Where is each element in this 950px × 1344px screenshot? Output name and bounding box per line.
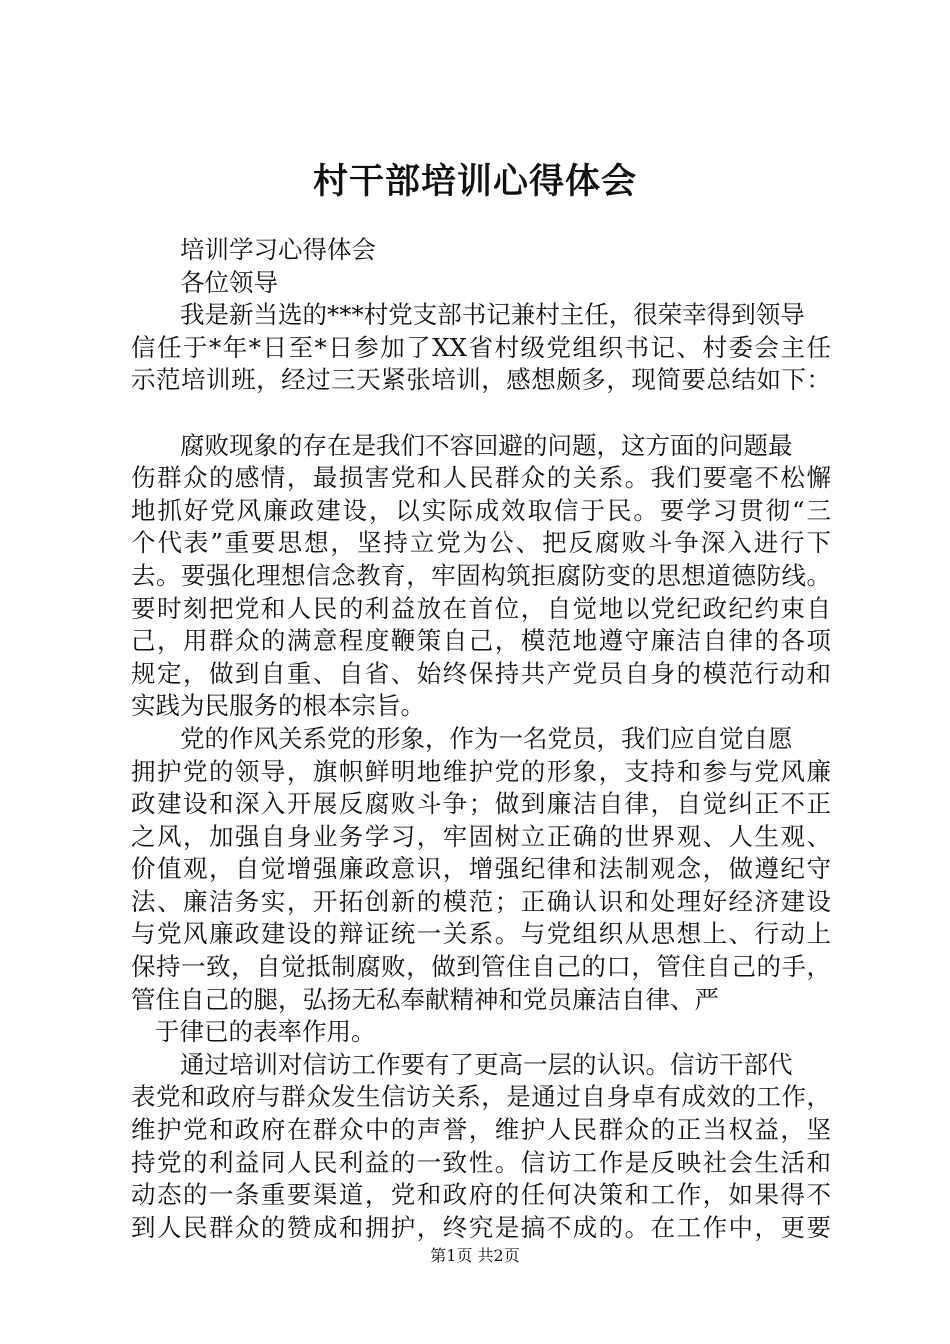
paragraph-line: 示范培训班，经过三天紧张培训，感想颇多，现简要总结如下： [131, 365, 831, 395]
paragraph-line: 要时刻把党和人民的利益放在首位，自觉地以党纪政纪约束自 [131, 593, 831, 623]
paragraph-line: 管住自己的腿，弘扬无私奉献精神和党员廉洁自律、严 [131, 984, 719, 1014]
paragraph-line: 政建设和深入开展反腐败斗争；做到廉洁自律，自觉纠正不正 [131, 789, 831, 819]
paragraph-line: 价值观，自觉增强廉政意识，增强纪律和法制观念，做遵纪守 [131, 854, 831, 884]
document-title: 村干部培训心得体会 [312, 161, 637, 202]
paragraph-line: 于律已的表率作用。 [155, 1017, 376, 1047]
paragraph-line: 之风，加强自身业务学习，牢固树立正确的世界观、人生观、 [131, 821, 831, 851]
paragraph-line: 去。要强化理想信念教育，牢固构筑拒腐防变的思想道德防线。 [131, 560, 831, 590]
paragraph-line: 维护党和政府在群众中的声誉，维护人民群众的正当权益，坚 [131, 1115, 831, 1145]
paragraph-line: 党的作风关系党的形象，作为一名党员，我们应自觉自愿 [180, 723, 793, 753]
paragraph-line: 保持一致，自觉抵制腐败，做到管住自己的口，管住自己的手， [131, 952, 831, 982]
salutation-line: 各位领导 [180, 267, 278, 297]
paragraph-line: 到人民群众的赞成和拥护，终究是搞不成的。在工作中，更要 [131, 1212, 831, 1242]
paragraph-line: 表党和政府与群众发生信访关系，是通过自身卓有成效的工作， [131, 1082, 831, 1112]
paragraph-line: 个代表”重要思想，坚持立党为公、把反腐败斗争深入进行下 [131, 528, 831, 558]
paragraph-line: 与党风廉政建设的辩证统一关系。与党组织从思想上、行动上 [131, 919, 831, 949]
paragraph-line: 通过培训对信访工作要有了更高一层的认识。信访干部代 [180, 1049, 793, 1079]
paragraph-line: 信任于*年*日至*日参加了XX省村级党组织书记、村委会主任 [131, 332, 831, 362]
paragraph-line: 腐败现象的存在是我们不容回避的问题，这方面的问题最 [180, 430, 793, 460]
paragraph-line: 我是新当选的***村党支部书记兼村主任，很荣幸得到领导 [180, 300, 805, 330]
paragraph-line: 己，用群众的满意程度鞭策自己，模范地遵守廉洁自律的各项 [131, 626, 831, 656]
paragraph-line: 实践为民服务的根本宗旨。 [131, 691, 425, 721]
paragraph-line: 地抓好党风廉政建设，以实际成效取信于民。要学习贯彻“三 [131, 495, 831, 525]
paragraph-line: 法、廉洁务实，开拓创新的模范；正确认识和处理好经济建设 [131, 886, 831, 916]
paragraph-line: 动态的一条重要渠道，党和政府的任何决策和工作，如果得不 [131, 1180, 831, 1210]
paragraph-line: 持党的利益同人民利益的一致性。信访工作是反映社会生活和 [131, 1147, 831, 1177]
paragraph-line: 拥护党的领导，旗帜鲜明地维护党的形象，支持和参与党风廉 [131, 756, 831, 786]
paragraph-line: 规定，做到自重、自省、始终保持共产党员自身的模范行动和 [131, 658, 831, 688]
page-number-footer: 第1页 共2页 [430, 1246, 520, 1265]
paragraph-line: 伤群众的感情，最损害党和人民群众的关系。我们要毫不松懈 [131, 463, 831, 493]
document-body [131, 234, 831, 1244]
blank-line [131, 397, 831, 430]
subtitle-line: 培训学习心得体会 [180, 235, 376, 264]
